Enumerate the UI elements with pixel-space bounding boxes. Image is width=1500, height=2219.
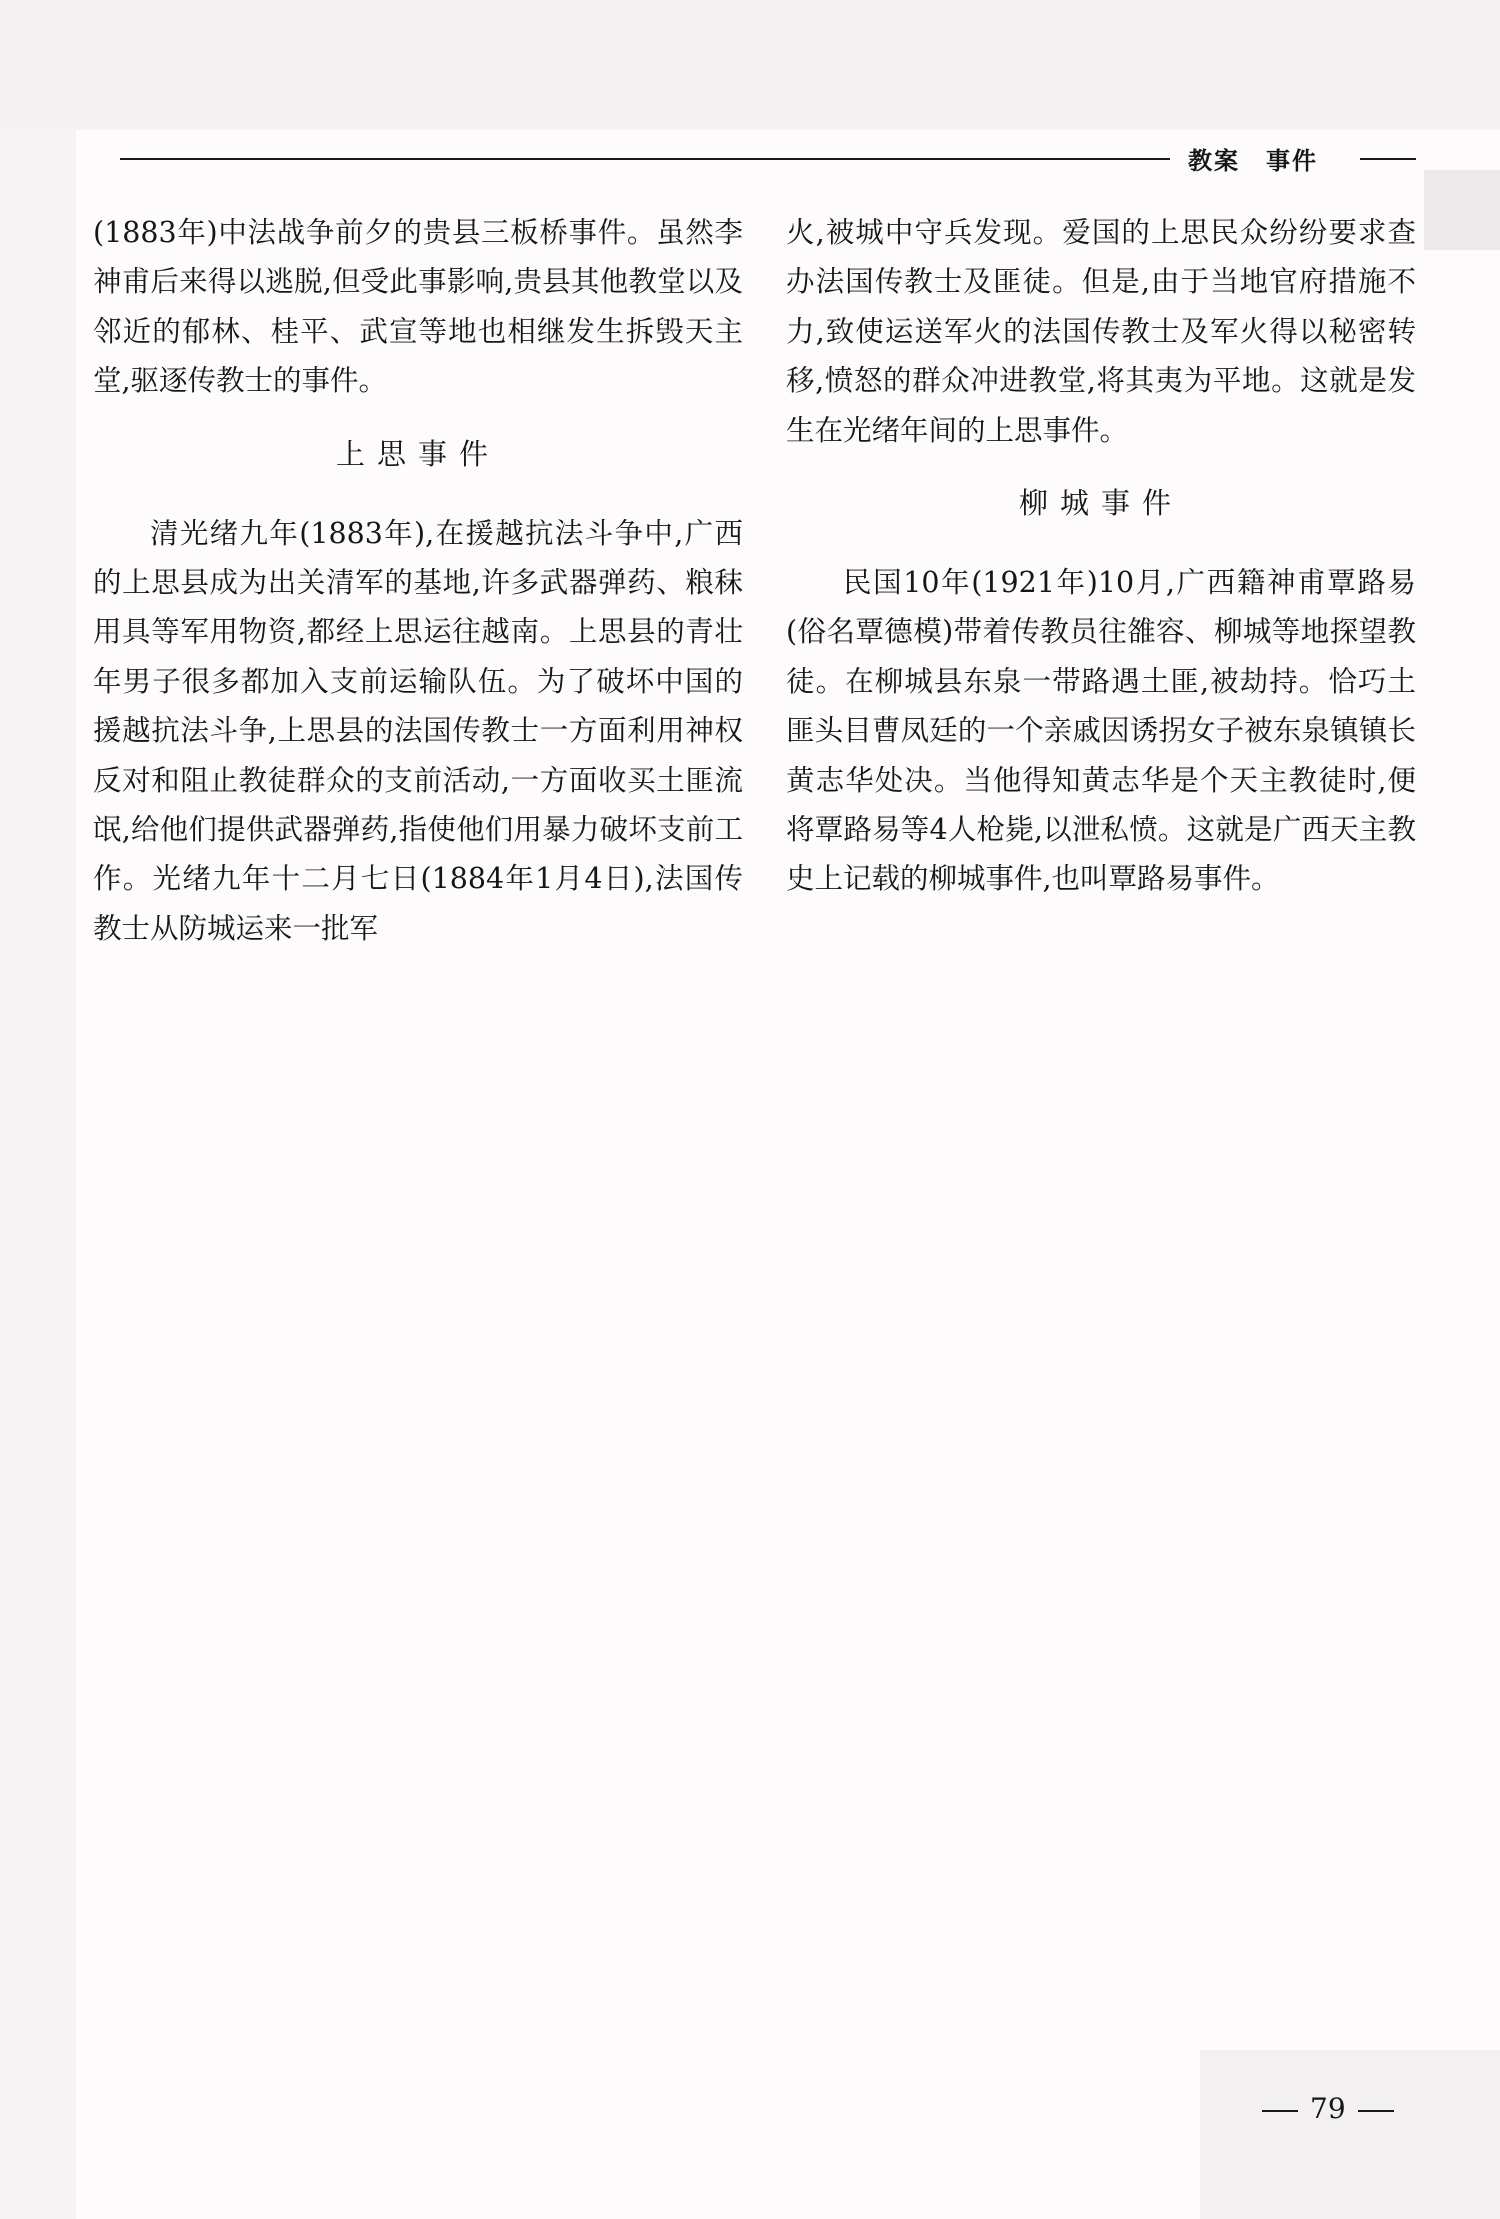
left-paragraph-shangsi: 清光绪九年(1883年),在援越抗法斗争中,广西的上思县成为出关清军的基地,许多武器弹药、粮秣用具等军用物资,都经上思运往越南。上思县的青壮年男子很多都加入支前运输队伍。为了破坏中国的援越抗法斗争,上思县的法国传教士一方面利用神权反对和阻止教徒群众的支前活动,一方面收买土匪流氓,给他们提供武器弹药,指使他们用暴力破坏支前工作。光绪九年十二月七日(1884年1月4日),法国传教士从防城运来一批军	[93, 516, 743, 945]
right-column	[786, 208, 1416, 904]
right-paragraph-continued: 火,被城中守兵发现。爱国的上思民众纷纷要求查办法国传教士及匪徒。但是,由于当地官府措施不力,致使运送军火的法国传教士及军火得以秘密转移,愤怒的群众冲进教堂,将其夷为平地。这就是发生在光绪年间的上思事件。	[786, 216, 1416, 447]
page-number-dash-right	[1358, 2110, 1394, 2112]
header-rule-right	[1360, 158, 1416, 160]
header-rule-left	[120, 158, 1170, 160]
running-header	[1188, 141, 1318, 176]
page-number-value: 79	[1310, 2092, 1346, 2125]
page-number-dash-left	[1262, 2110, 1298, 2112]
scan-shade-block	[1424, 170, 1500, 250]
section-heading-liucheng: 柳城事件	[1018, 486, 1183, 521]
left-paragraph-continued: (1883年)中法战争前夕的贵县三板桥事件。虽然李神甫后来得以逃脱,但受此事影响,贵县其他教堂以及邻近的郁林、桂平、武宣等地也相继发生拆毁天主堂,驱逐传教士的事件。	[93, 216, 743, 398]
scan-shade-bottom	[1200, 2050, 1500, 2219]
left-column	[93, 208, 743, 953]
header-chapter-label: 事件	[1266, 147, 1318, 175]
scan-shade-left	[0, 130, 76, 2219]
section-heading-shangsi: 上思事件	[335, 436, 500, 471]
page-number	[1250, 2092, 1406, 2125]
scan-shade-top	[0, 0, 1500, 130]
header-section-label: 教案	[1188, 147, 1240, 175]
right-paragraph-liucheng: 民国10年(1921年)10月,广西籍神甫覃路易(俗名覃德模)带着传教员往雒容、柳城等地探望教徒。在柳城县东泉一带路遇土匪,被劫持。恰巧土匪头目曹凤廷的一个亲戚因诱拐女子被东泉镇镇长黄志华处决。当他得知黄志华是个天主教徒时,便将覃路易等4人枪毙,以泄私愤。这就是广西天主教史上记载的柳城事件,也叫覃路易事件。	[786, 566, 1416, 896]
